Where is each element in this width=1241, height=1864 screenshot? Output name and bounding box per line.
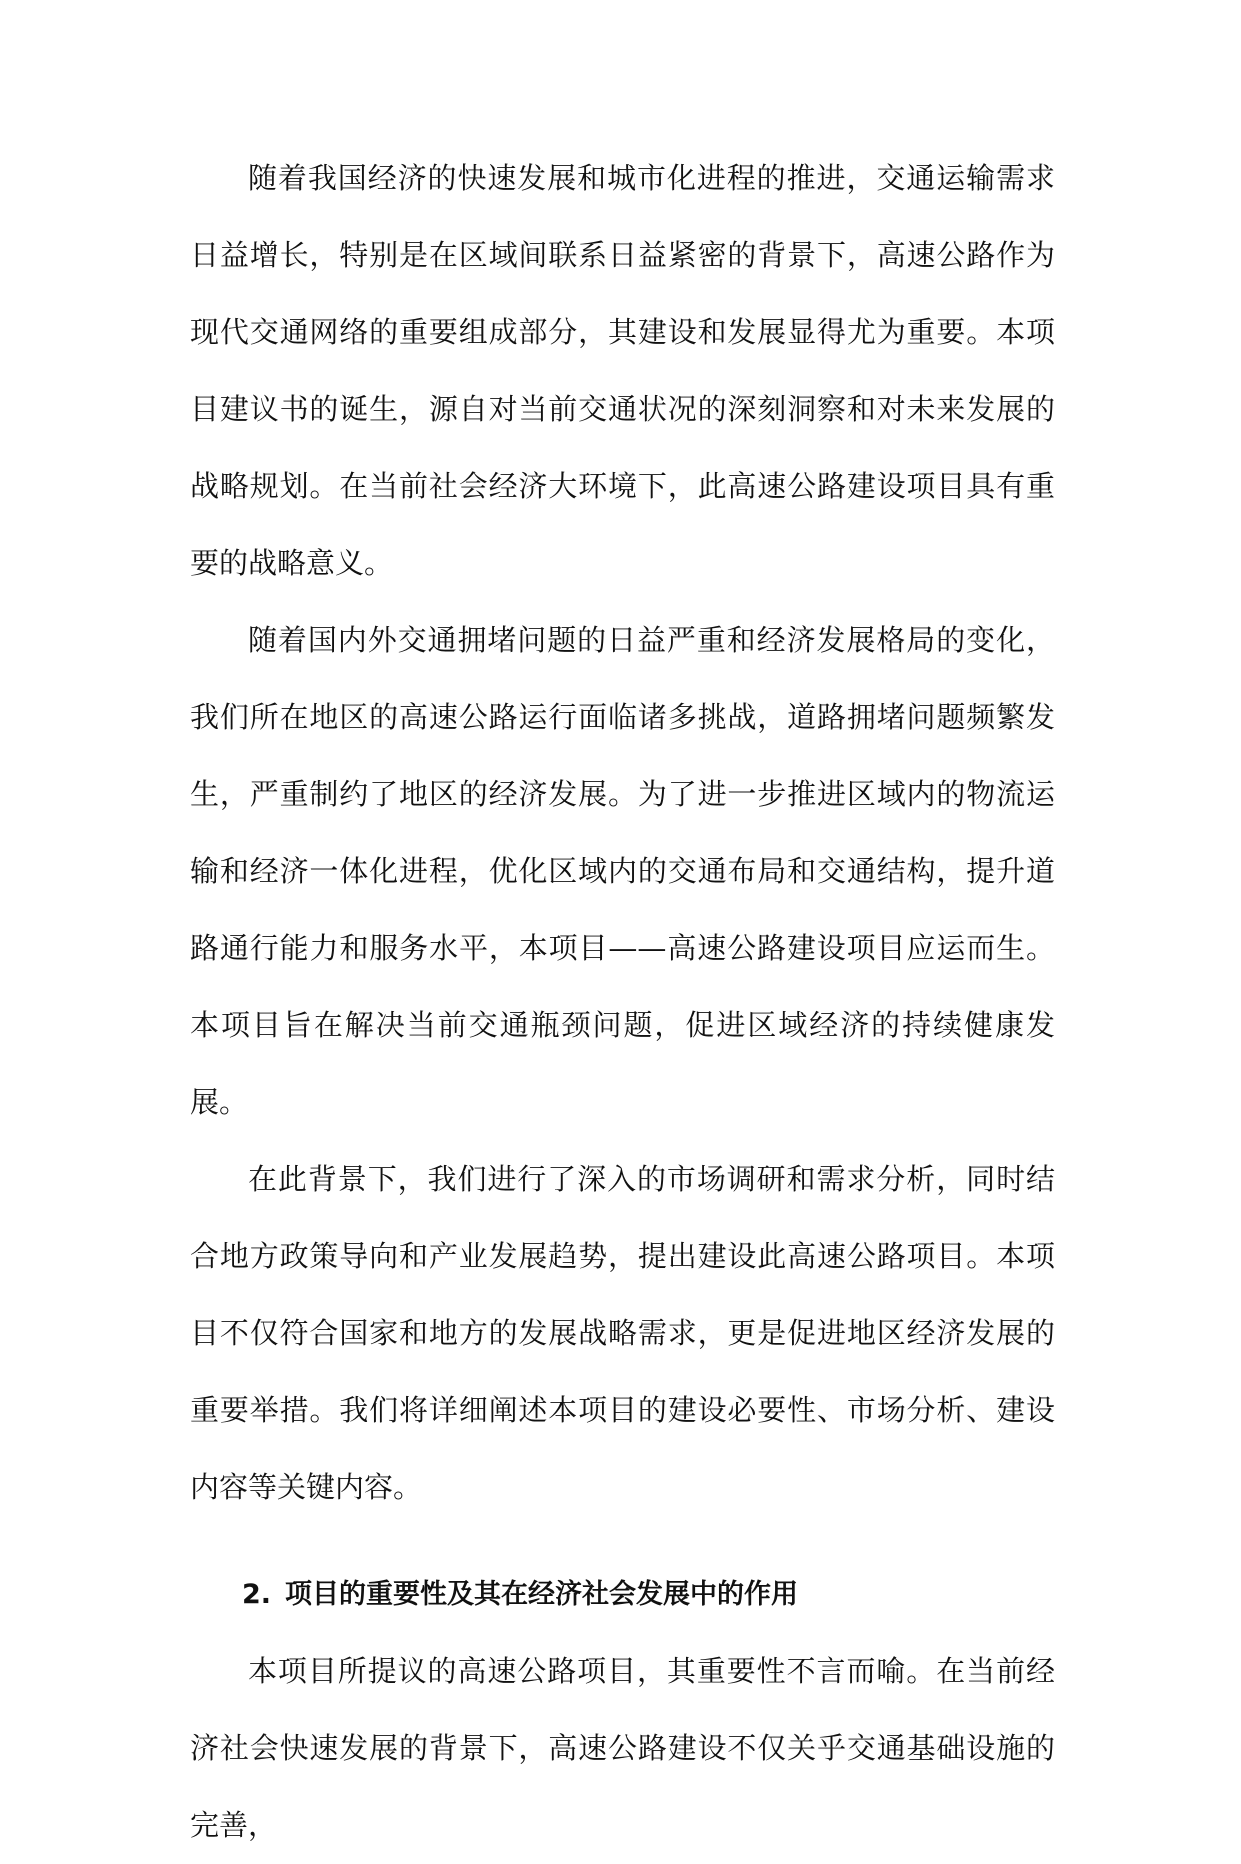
paragraph-importance-1: 本项目所提议的高速公路项目，其重要性不言而喻。在当前经济社会快速发展的背景下，高速公路建设不仅关乎交通基础设施的完善， xyxy=(190,1654,1055,1842)
paragraph-background-1: 随着我国经济的快速发展和城市化进程的推进，交通运输需求日益增长，特别是在区域间联系日益紧密的背景下，高速公路作为现代交通网络的重要组成部分，其建设和发展显得尤为重要。本项目建议书的诞生，源自对当前交通状况的深刻洞察和对未来发展的战略规划。在当前社会经济大环境下，此高速公路建设项目具有重要的战略意义。 xyxy=(190,161,1055,580)
paragraph-background-2: 随着国内外交通拥堵问题的日益严重和经济发展格局的变化，我们所在地区的高速公路运行面临诸多挑战，道路拥堵问题频繁发生，严重制约了地区的经济发展。为了进一步推进区域内的物流运输和经济一体化进程，优化区域内的交通布局和交通结构，提升道路通行能力和服务水平，本项目——高速公路建设项目应运而生。本项目旨在解决当前交通瓶颈问题，促进区域经济的持续健康发展。 xyxy=(190,623,1055,1119)
paragraph-background-3: 在此背景下，我们进行了深入的市场调研和需求分析，同时结合地方政策导向和产业发展趋势，提出建设此高速公路项目。本项目不仅符合国家和地方的发展战略需求，更是促进地区经济发展的重要举措。我们将详细阐述本项目的建设必要性、市场分析、建设内容等关键内容。 xyxy=(190,1162,1055,1504)
section-title: 项目的重要性及其在经济社会发展中的作用 xyxy=(285,1579,799,1610)
section-heading xyxy=(190,1556,1055,1633)
section-number: 2. xyxy=(242,1579,272,1610)
document-body xyxy=(190,140,1055,1864)
